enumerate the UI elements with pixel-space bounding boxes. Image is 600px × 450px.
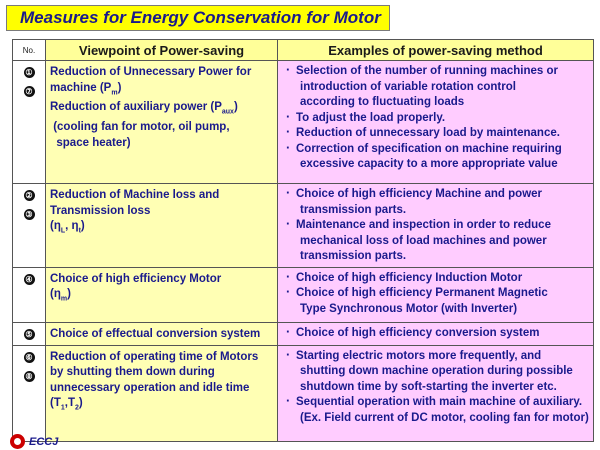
row-number-cell bbox=[13, 61, 46, 184]
example-item: · Starting electric motors more frequently, and bbox=[286, 349, 589, 365]
viewpoint-line bbox=[50, 120, 273, 136]
example-continuation: according to fluctuating loads bbox=[300, 96, 465, 108]
examples-cell bbox=[278, 267, 594, 322]
viewpoint-cell bbox=[46, 267, 278, 322]
viewpoint-line bbox=[50, 204, 273, 220]
example-item: · Selection of the number of running machines or bbox=[286, 64, 589, 80]
viewpoint-line bbox=[50, 219, 273, 239]
viewpoint-text: Reduction of auxiliary power (P bbox=[50, 101, 222, 114]
example-continuation: shutting down machine operation during possible bbox=[300, 365, 573, 377]
viewpoint-text: ) bbox=[233, 101, 238, 114]
example-continuation: mechanical loss of load machines and power bbox=[300, 234, 547, 247]
viewpoint-text: Choice of effectual conversion system bbox=[50, 327, 261, 340]
row-number-cell bbox=[13, 267, 46, 322]
example-item: · Correction of specification on machine requiring bbox=[286, 142, 589, 158]
viewpoint-line bbox=[50, 350, 273, 366]
viewpoint-text: Choice of high efficiency Motor bbox=[50, 272, 222, 285]
examples-cell bbox=[278, 322, 594, 345]
example-item: · Choice of high efficiency conversion system bbox=[286, 326, 589, 342]
viewpoint-line bbox=[50, 188, 273, 204]
viewpoint-line bbox=[50, 287, 273, 307]
viewpoint-text: Transmission loss bbox=[50, 204, 151, 217]
viewpoint-line bbox=[50, 381, 273, 397]
example-item: · Maintenance and inspection in order to reduce bbox=[286, 218, 589, 234]
row-number-badge: ⑥ bbox=[25, 352, 33, 362]
eccj-logo-icon bbox=[10, 434, 25, 449]
subscript: aux bbox=[221, 108, 234, 116]
examples-cell bbox=[278, 61, 594, 184]
row-number-cell bbox=[13, 184, 46, 268]
example-item: · Sequential operation with main machine of auxiliary. bbox=[286, 395, 589, 411]
example-continuation: introduction of variable rotation control bbox=[300, 80, 516, 93]
row-number-badge: ① bbox=[25, 68, 33, 77]
viewpoint-text: ) bbox=[67, 288, 71, 300]
subscript: 1 bbox=[60, 404, 65, 412]
table-row bbox=[13, 322, 594, 345]
viewpoint-text: Reduction of Machine loss and bbox=[50, 189, 220, 201]
subscript: L bbox=[60, 227, 66, 235]
header-viewpoint: Viewpoint of Power-saving bbox=[46, 40, 278, 61]
page-title: Measures for Energy Conservation for Motor bbox=[6, 5, 390, 31]
viewpoint-cell bbox=[46, 345, 278, 441]
table-header-row bbox=[13, 40, 594, 61]
viewpoint-text: (η bbox=[50, 288, 61, 300]
row-number-badge: ⑦ bbox=[25, 87, 33, 96]
table-row bbox=[13, 61, 594, 184]
table-row bbox=[13, 184, 594, 268]
example-continuation: excessive capacity to a more appropriate value bbox=[300, 158, 558, 170]
viewpoint-text: by shutting them down during bbox=[50, 366, 215, 378]
viewpoint-text: (T bbox=[50, 397, 61, 409]
eccj-logo-text: ECCJ bbox=[29, 435, 59, 448]
viewpoint-text: (η bbox=[50, 220, 61, 232]
viewpoint-cell bbox=[46, 322, 278, 345]
subscript: t bbox=[78, 227, 81, 235]
measures-table bbox=[12, 39, 594, 442]
row-number-badge: ⑤ bbox=[25, 329, 33, 339]
footer bbox=[10, 434, 58, 449]
row-number-badge: ⑧ bbox=[25, 371, 33, 381]
viewpoint-line bbox=[50, 272, 273, 288]
example-continuation: shutdown time by soft-starting the inverter etc. bbox=[300, 380, 557, 393]
viewpoint-line bbox=[50, 365, 273, 381]
row-number-cell bbox=[13, 345, 46, 441]
header-no: No. bbox=[13, 40, 46, 61]
row-number-badge: ③ bbox=[25, 210, 33, 219]
viewpoint-line bbox=[50, 136, 273, 152]
example-item: · Choice of high efficiency Induction Motor bbox=[286, 271, 589, 287]
example-continuation: transmission parts. bbox=[300, 203, 407, 216]
example-continuation: Type Synchronous Motor (with Inverter) bbox=[300, 302, 518, 315]
viewpoint-line bbox=[50, 100, 273, 120]
header-examples: Examples of power-saving method bbox=[278, 40, 594, 61]
viewpoint-line bbox=[50, 327, 273, 343]
example-item: · Choice of high efficiency Permanent Magnetic bbox=[286, 286, 589, 302]
example-item: · Choice of high efficiency Machine and power bbox=[286, 187, 589, 203]
examples-cell bbox=[278, 184, 594, 268]
example-continuation: transmission parts. bbox=[300, 250, 407, 262]
viewpoint-line bbox=[50, 396, 273, 416]
row-number-badge: ④ bbox=[25, 274, 33, 284]
example-continuation: (Ex. Field current of DC motor, cooling fan for motor) bbox=[300, 411, 589, 424]
viewpoint-line bbox=[50, 81, 273, 101]
examples-cell bbox=[278, 345, 594, 441]
subscript: 2 bbox=[75, 404, 79, 412]
row-number-cell bbox=[13, 322, 46, 345]
subscript: m bbox=[111, 88, 118, 96]
viewpoint-text: ) bbox=[80, 220, 85, 232]
viewpoint-text: (cooling fan for motor, oil pump, bbox=[50, 121, 230, 134]
viewpoint-text: Reduction of operating time of Motors bbox=[50, 350, 259, 363]
viewpoint-text: ,T bbox=[64, 397, 75, 409]
viewpoint-text: machine (P bbox=[50, 81, 112, 94]
viewpoint-text: , η bbox=[65, 220, 79, 232]
table-row bbox=[13, 345, 594, 441]
subscript: m bbox=[60, 295, 68, 303]
table-row bbox=[13, 267, 594, 322]
viewpoint-cell bbox=[46, 184, 278, 268]
viewpoint-text: ) bbox=[78, 397, 83, 409]
example-item: · Reduction of unnecessary load by maintenance. bbox=[286, 126, 589, 142]
viewpoint-text: unnecessary operation and idle time bbox=[50, 381, 250, 394]
viewpoint-text: space heater) bbox=[50, 136, 131, 149]
row-number-badge: ② bbox=[25, 191, 33, 200]
example-item: · To adjust the load properly. bbox=[286, 111, 589, 127]
viewpoint-line bbox=[50, 65, 273, 81]
viewpoint-text: Reduction of Unnecessary Power for bbox=[50, 66, 252, 78]
viewpoint-text: ) bbox=[117, 81, 122, 94]
viewpoint-cell bbox=[46, 61, 278, 184]
